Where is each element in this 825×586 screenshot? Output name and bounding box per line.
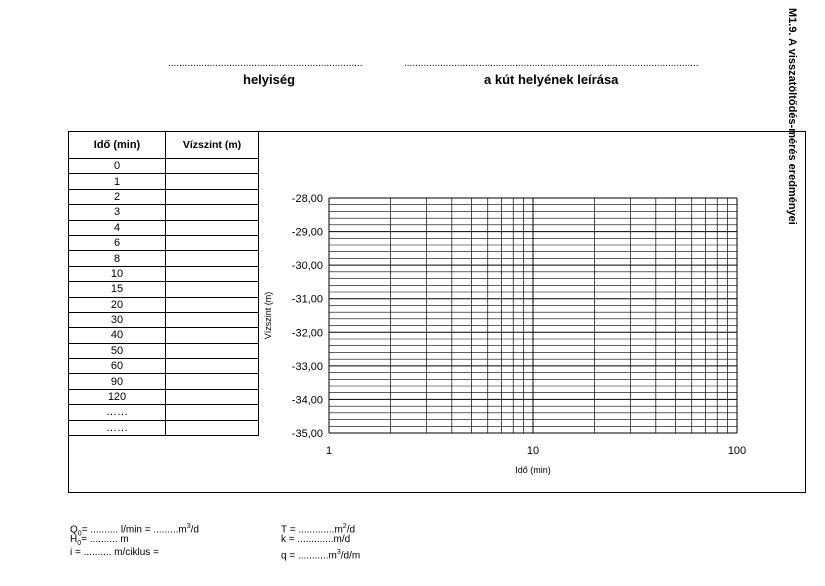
place-label: helyiség xyxy=(243,72,296,87)
time-cell: 1 xyxy=(69,174,166,189)
time-cell: 8 xyxy=(69,251,166,266)
h0-line: $H_0=$ .......... m xyxy=(70,534,129,547)
x-tick-label: 1 xyxy=(325,445,333,457)
y-tick-label: -33,00 xyxy=(291,360,323,373)
time-cell: 90 xyxy=(69,374,166,389)
k-line: k = .............m/d xyxy=(281,534,351,545)
water-level-column-header: Vízszint (m) xyxy=(166,132,259,159)
t-line: $T = .............m^2/d$ xyxy=(281,523,356,536)
time-cell: 3 xyxy=(69,205,166,220)
time-column-header: Idő (min) xyxy=(69,132,166,159)
x-tick-label: 100 xyxy=(727,445,747,457)
x-tick-label: 10 xyxy=(526,445,540,457)
q0-line: $Q_0=$ .......... $l/\min = .........m^3/d$ xyxy=(70,523,199,538)
description-label: a kút helyének leírása xyxy=(484,72,619,87)
x-axis-label: Idő (min) xyxy=(515,465,551,475)
place-dotted-line[interactable]: ...................................................................... xyxy=(168,59,363,69)
y-tick-label: -31,00 xyxy=(291,293,323,306)
time-cell: 4 xyxy=(69,220,166,235)
time-cell: 2 xyxy=(69,189,166,204)
time-cell: 30 xyxy=(69,312,166,327)
y-tick-label: -32,00 xyxy=(291,327,323,340)
i-line: i = .......... m/ciklus = xyxy=(70,547,159,558)
y-tick-label: -30,00 xyxy=(291,260,323,273)
time-cell: 10 xyxy=(69,266,166,281)
y-tick-label: -35,00 xyxy=(291,428,323,440)
time-cell: 60 xyxy=(69,359,166,374)
time-cell: …… xyxy=(69,420,166,435)
time-cell: 20 xyxy=(69,297,166,312)
y-tick-label: -29,00 xyxy=(291,226,323,239)
y-axis-label: Vízszint (m) xyxy=(263,291,273,340)
description-dotted-line[interactable]: .......................................................................................................... xyxy=(404,59,699,69)
y-tick-label: -34,00 xyxy=(291,394,323,407)
time-cell: 0 xyxy=(69,159,166,174)
time-cell: …… xyxy=(69,405,166,420)
time-cell: 40 xyxy=(69,328,166,343)
time-cell: 15 xyxy=(69,282,166,297)
time-cell: 50 xyxy=(69,343,166,358)
time-cell: 6 xyxy=(69,235,166,250)
time-cell: 120 xyxy=(69,389,166,404)
q-line: $q = ...........m^3/d/m$ xyxy=(281,549,361,562)
y-tick-label: -28,00 xyxy=(291,193,323,205)
side-title: M1.9. A visszatöltődés-mérés eredményei xyxy=(786,8,798,225)
